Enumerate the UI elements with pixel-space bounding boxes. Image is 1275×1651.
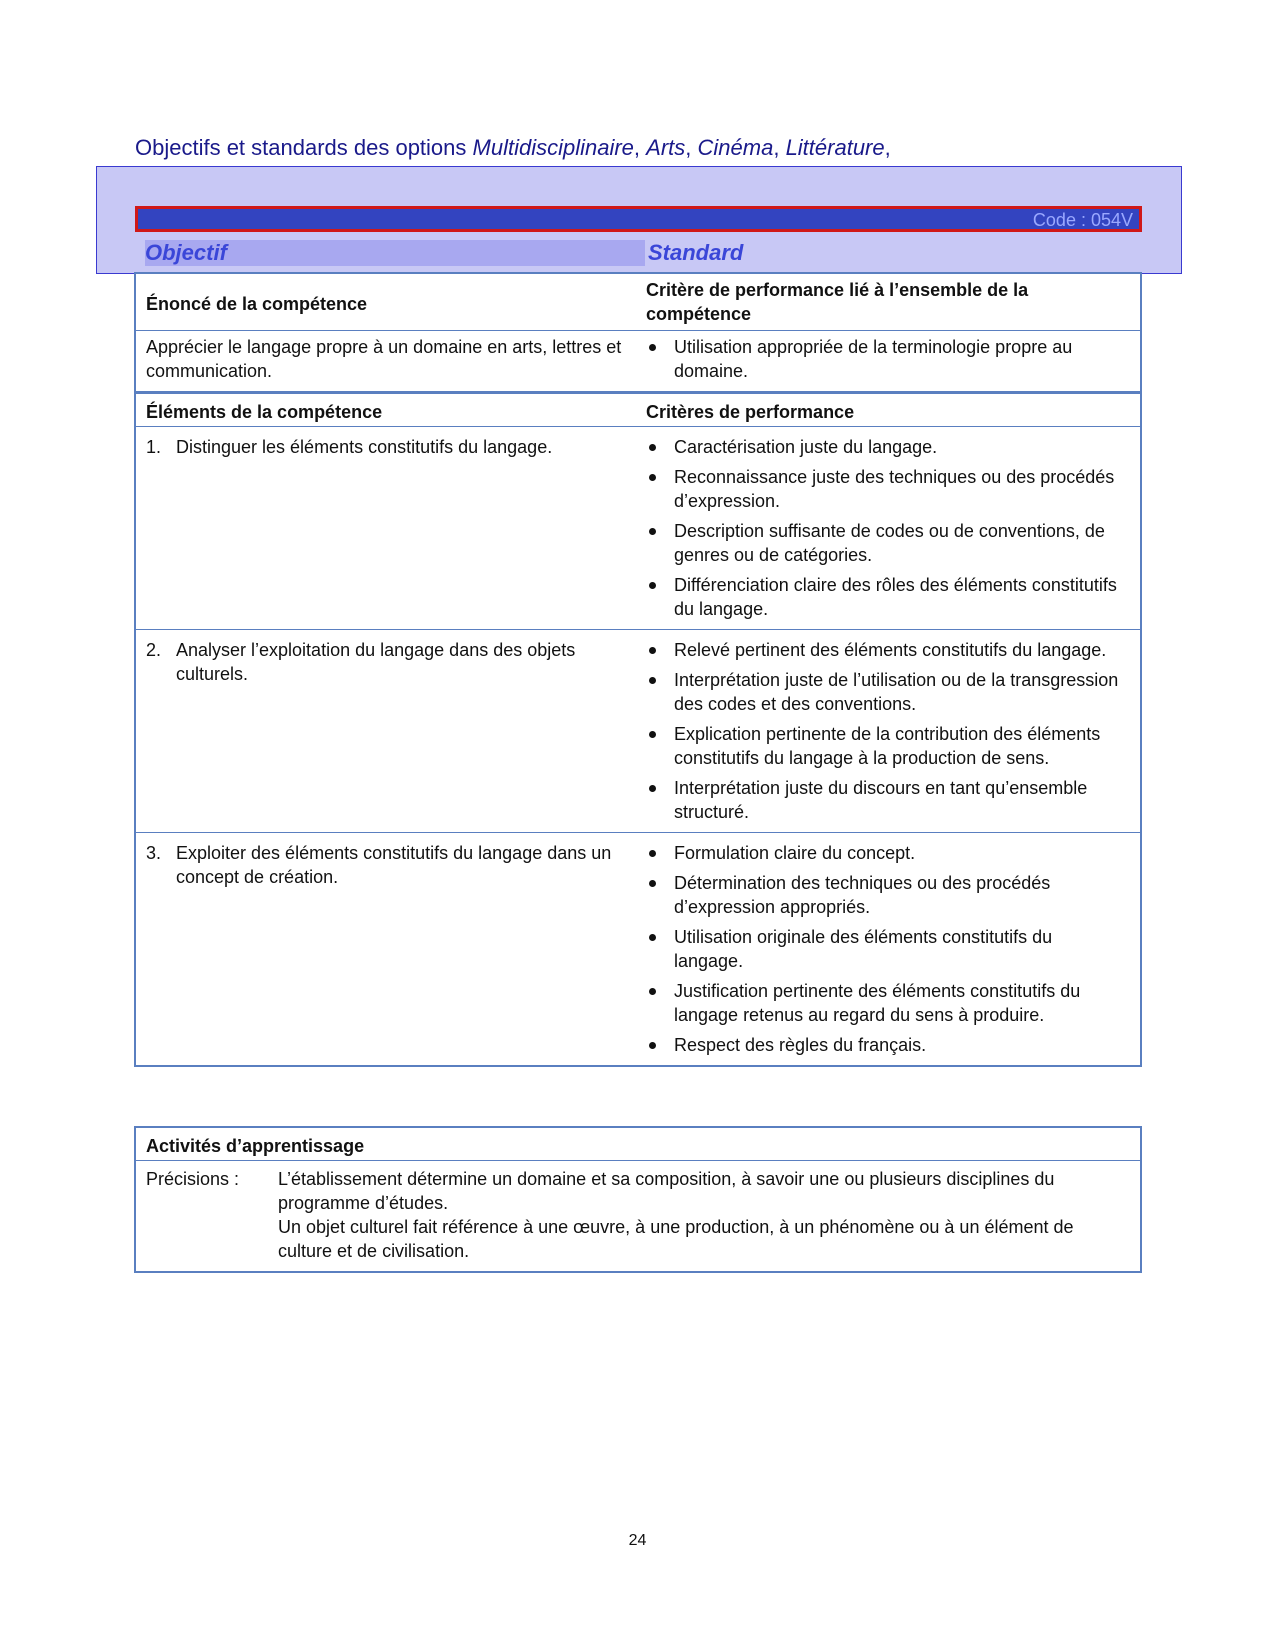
list-item — [646, 1033, 1120, 1057]
element-text: Exploiter des éléments constitutifs du langage dans un concept de création. — [176, 843, 612, 887]
bullet-icon — [649, 850, 656, 857]
element-item — [146, 841, 626, 889]
criterion-text: Justification pertinente des éléments constitutifs du langage retenus au regard du sens à produire. — [674, 981, 1081, 1025]
elements-table — [134, 392, 1142, 1067]
element-number: 3. — [146, 843, 162, 863]
criteria-header: Critères de performance — [646, 402, 855, 422]
title-separator: , — [884, 135, 891, 160]
criterion-text: Interprétation juste du discours en tant qu’ensemble structuré. — [674, 778, 1088, 822]
activities-header-row — [136, 1128, 1140, 1160]
elements-header-row — [136, 394, 1140, 426]
activities-table — [134, 1126, 1142, 1273]
statement-header: Énoncé de la compétence — [146, 294, 368, 314]
criterion-text: Reconnaissance juste des techniques ou des procédés d’expression. — [674, 467, 1115, 511]
element-row-1 — [136, 426, 1140, 629]
criterion-text: Relevé pertinent des éléments constitutifs du langage. — [674, 640, 1107, 660]
criterion-text: Formulation claire du concept. — [674, 843, 916, 863]
title-option-cinema: Cinéma — [697, 135, 774, 160]
column-header-objective: Objectif — [145, 240, 645, 266]
criterion-text: Différenciation claire des rôles des éléments constitutifs du langage. — [674, 575, 1117, 619]
criterion-text: Description suffisante de codes ou de conventions, de genres ou de catégories. — [674, 521, 1105, 565]
element-number: 1. — [146, 437, 162, 457]
precisions-label: Précisions : — [146, 1169, 240, 1189]
criterion-text: Utilisation appropriée de la terminologie propre au domaine. — [674, 337, 1073, 381]
list-item — [646, 776, 1120, 824]
bullet-icon — [649, 934, 656, 941]
list-item — [646, 465, 1120, 513]
bullet-icon — [649, 731, 656, 738]
title-separator: , — [633, 135, 647, 160]
bullet-icon — [649, 785, 656, 792]
criterion-text: Utilisation originale des éléments constitutifs du langage. — [674, 927, 1053, 971]
code-bar — [135, 206, 1142, 232]
bullet-icon — [649, 988, 656, 995]
bullet-icon — [649, 582, 656, 589]
bullet-icon — [649, 474, 656, 481]
list-item — [646, 638, 1120, 662]
element-item — [146, 435, 626, 459]
element-text: Analyser l’exploitation du langage dans des objets culturels. — [176, 640, 576, 684]
title-option-litterature: Littérature — [785, 135, 885, 160]
element-row-2 — [136, 629, 1140, 832]
precisions-row — [136, 1160, 1140, 1271]
title-prefix: Objectifs et standards des options — [135, 135, 473, 160]
title-option-multidisciplinaire: Multidisciplinaire — [472, 135, 634, 160]
precision-text: L’établissement détermine un domaine et sa composition, à savoir une ou plusieurs disciplines du programme d’études. — [278, 1169, 1055, 1213]
bullet-icon — [649, 344, 656, 351]
element-row-3 — [136, 832, 1140, 1065]
element-item — [146, 638, 626, 686]
list-item — [646, 435, 1120, 459]
competence-content-row — [136, 330, 1140, 391]
criterion-text: Respect des règles du français. — [674, 1035, 927, 1055]
criterion-text: Caractérisation juste du langage. — [674, 437, 938, 457]
precision-text: Un objet culturel fait référence à une œuvre, à une production, à un phénomène ou à un élément de culture et de civilisation. — [278, 1217, 1074, 1261]
list-item — [646, 979, 1120, 1027]
bullet-icon — [649, 1042, 656, 1049]
criterion-text: Détermination des techniques ou des procédés d’expression appropriés. — [674, 873, 1051, 917]
title-separator: , — [773, 135, 786, 160]
course-code: Code : 054V — [1032, 210, 1133, 230]
element-number: 2. — [146, 640, 162, 660]
page-number: 24 — [628, 1532, 647, 1549]
list-item — [646, 722, 1120, 770]
list-item — [646, 335, 1120, 383]
criterion-header: Critère de performance lié à l’ensemble de la compétence — [646, 280, 1029, 324]
bullet-icon — [649, 528, 656, 535]
bullet-icon — [649, 444, 656, 451]
title-separator: , — [685, 135, 698, 160]
list-item — [646, 519, 1120, 567]
competence-statement: Apprécier le langage propre à un domaine en arts, lettres et communication. — [146, 337, 622, 381]
list-item — [646, 668, 1120, 716]
bullet-icon — [649, 880, 656, 887]
list-item — [646, 925, 1120, 973]
competence-header-row — [136, 274, 1140, 330]
list-item — [646, 871, 1120, 919]
bullet-icon — [649, 677, 656, 684]
elements-header: Éléments de la compétence — [146, 402, 383, 422]
activities-header: Activités d’apprentissage — [146, 1136, 365, 1156]
criterion-text: Interprétation juste de l’utilisation ou de la transgression des codes et des conventions. — [674, 670, 1119, 714]
list-item — [646, 841, 1120, 865]
element-text: Distinguer les éléments constitutifs du langage. — [176, 437, 553, 457]
column-header-standard: Standard — [648, 240, 744, 265]
competence-table — [134, 272, 1142, 393]
title-option-arts: Arts — [646, 135, 686, 160]
list-item — [646, 573, 1120, 621]
criterion-text: Explication pertinente de la contribution des éléments constitutifs du langage à la production de sens. — [674, 724, 1101, 768]
bullet-icon — [649, 647, 656, 654]
